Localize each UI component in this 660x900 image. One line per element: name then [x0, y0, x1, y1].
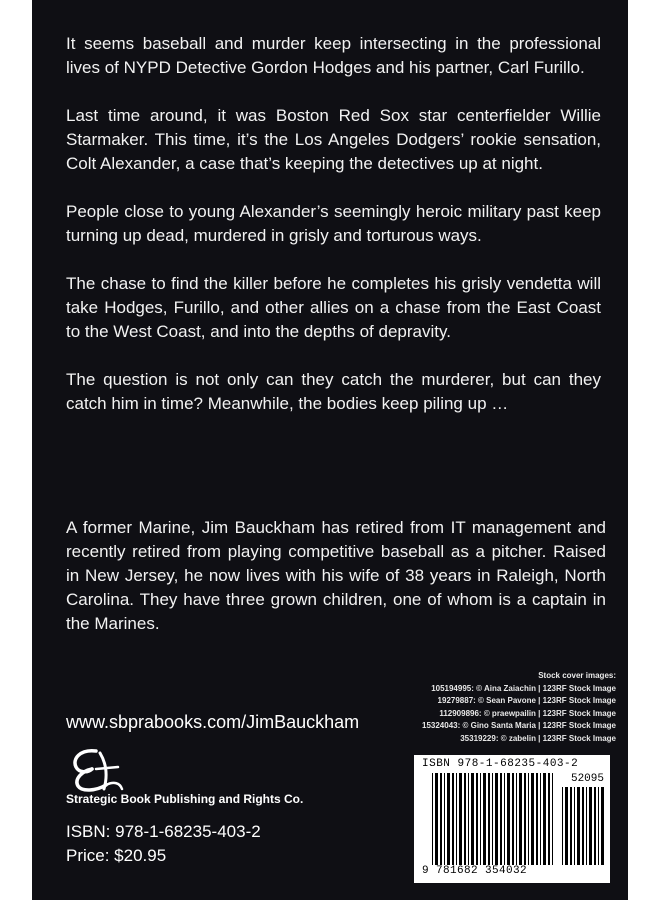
- blurb-paragraph: The question is not only can they catch the murderer, but can they catch him in time? Meanwhile, the bodies keep piling up …: [66, 370, 601, 413]
- barcode-price-code: 52095: [570, 773, 604, 785]
- barcode-bar: [516, 773, 517, 865]
- credits-heading: Stock cover images:: [538, 671, 616, 680]
- publisher-name: Strategic Book Publishing and Rights Co.: [66, 792, 304, 806]
- price-text: Price: $20.95: [66, 846, 167, 865]
- barcode-bar: [601, 787, 604, 865]
- barcode-bar: [589, 787, 592, 865]
- blurb-paragraph: People close to young Alexander’s seemingly heroic military past keep turning up dead, murdered in grisly and torturous ways.: [66, 202, 601, 245]
- barcode-bars: [432, 773, 556, 865]
- barcode-bar: [528, 773, 529, 865]
- barcode-bar: [574, 787, 575, 865]
- barcode-bar: [594, 787, 596, 865]
- author-website[interactable]: www.sbprabooks.com/JimBauckham: [66, 712, 360, 732]
- barcode-bar: [444, 773, 445, 865]
- barcode-bar: [483, 773, 486, 865]
- barcode-bar: [480, 773, 481, 865]
- back-cover: [32, 0, 628, 900]
- stock-image-credits: [386, 670, 616, 745]
- barcode-bar: [452, 773, 454, 865]
- author-bio: [66, 516, 606, 636]
- isbn-text: ISBN: 978-1-68235-403-2: [66, 822, 261, 841]
- barcode-bar: [543, 773, 546, 865]
- barcode-bar: [562, 787, 563, 865]
- barcode-bar: [565, 787, 568, 865]
- barcode-bar: [492, 773, 493, 865]
- barcode-bar: [586, 787, 587, 865]
- barcode-bar: [447, 773, 450, 865]
- isbn-barcode: [414, 755, 610, 883]
- credit-line: 35319229: © zabelin | 123RF Stock Image: [460, 733, 616, 743]
- barcode-bar: [464, 773, 466, 865]
- barcode-bar: [471, 773, 474, 865]
- blurb-paragraph: It seems baseball and murder keep intersecting in the professional lives of NYPD Detective Gordon Hodges and his partner, Carl Furillo.: [66, 34, 601, 77]
- barcode-isbn-label: ISBN 978-1-68235-403-2: [422, 758, 579, 770]
- barcode-bar: [468, 773, 469, 865]
- barcode-addon-bars: [562, 787, 604, 865]
- blurb-paragraph: Last time around, it was Boston Red Sox star centerfielder Willie Starmaker. This time, it’s the Los Angeles Dodgers’ rookie sensation, Colt Alexander, a case that’s keeping the detectives up at night.: [66, 106, 601, 173]
- blurb-paragraph: The chase to find the killer before he completes his grisly vendetta will take Hodges, Furillo, and other allies on a chase from the East Coast to the West Coast, and into the depths of depravity.: [66, 274, 601, 341]
- barcode-bar: [500, 773, 502, 865]
- barcode-bar: [435, 773, 438, 865]
- barcode-bar: [512, 773, 514, 865]
- credit-line: 19279887: © Sean Pavone | 123RF Stock Image: [437, 696, 616, 705]
- credit-line: 15324043: © Gino Santa Maria | 123RF Stock Image: [422, 721, 616, 730]
- credit-line: 112909896: © praewpailin | 123RF Stock Image: [439, 708, 616, 718]
- barcode-bar: [570, 787, 572, 865]
- barcode-bar: [440, 773, 442, 865]
- barcode-bar: [519, 773, 522, 865]
- barcode-bar: [432, 773, 433, 865]
- barcode-bar: [577, 787, 580, 865]
- credit-line: 105194995: © Aina Zaiachin | 123RF Stock Image: [431, 683, 616, 693]
- barcode-bar: [507, 773, 510, 865]
- barcode-bar: [524, 773, 526, 865]
- barcode-bar: [598, 787, 599, 865]
- barcode-bar: [459, 773, 462, 865]
- publisher-logo-icon: [66, 745, 126, 793]
- barcode-bar: [504, 773, 505, 865]
- barcode-digits: 9 781682 354032: [422, 865, 528, 877]
- book-blurb: [66, 32, 601, 440]
- barcode-bar: [536, 773, 538, 865]
- barcode-bar: [495, 773, 498, 865]
- barcode-bar: [540, 773, 541, 865]
- barcode-bar: [548, 773, 550, 865]
- author-bio-text: A former Marine, Jim Bauckham has retired from IT management and recently retired from playing competitive baseball as a pitcher. Raised in New Jersey, he now lives with his wife of 38 years in Raleigh, North Carolina. They have three grown children, one of whom is a captain in the Marines.: [66, 518, 606, 633]
- barcode-bar: [531, 773, 534, 865]
- barcode-bar: [456, 773, 457, 865]
- barcode-bar: [476, 773, 478, 865]
- barcode-bar: [488, 773, 490, 865]
- barcode-bar: [552, 773, 553, 865]
- barcode-bar: [582, 787, 584, 865]
